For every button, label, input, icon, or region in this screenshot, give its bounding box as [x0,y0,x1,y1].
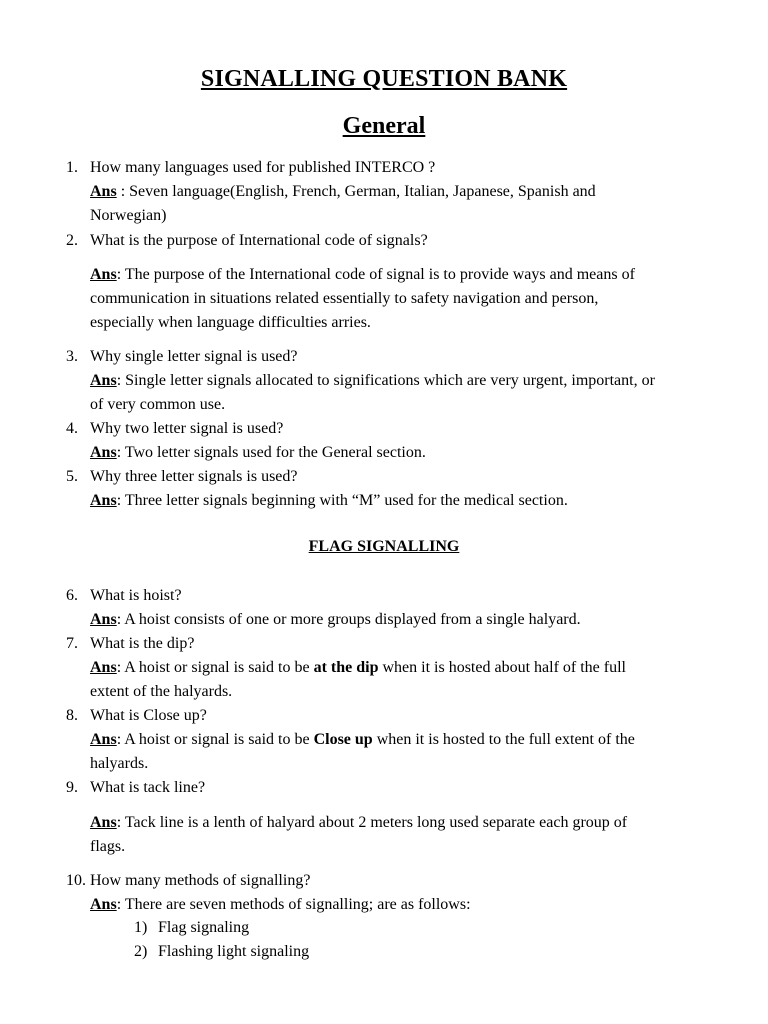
ans-separator: : [116,659,125,676]
question-number: 8. [66,707,78,724]
ans-separator: : [116,183,130,200]
answer-line: flags. [90,838,126,855]
answer-line: communication in situations related essentially to safety navigation and person, [90,290,599,307]
question-number: 6. [66,587,78,604]
answer-text: when it is hosted about half of the full [378,659,626,676]
answer-line [90,265,635,285]
section-heading-flag-signalling: FLAG SIGNALLING [308,538,460,555]
ans-separator: : [116,814,125,831]
sub-list-number: 1) [134,919,148,936]
ans-label: Ans [90,896,117,913]
answer-line [90,658,626,678]
sub-list-item: Flag signaling [158,919,250,936]
question-text: Why three letter signals is used? [90,468,298,485]
question-number: 5. [66,468,78,485]
sub-list-item: Flashing light signaling [158,943,310,960]
answer-line [90,491,568,511]
ans-label: Ans [90,372,117,389]
answer-line: of very common use. [90,396,226,413]
question-number: 1. [66,159,78,176]
question-number: 4. [66,420,78,437]
ans-separator: : [116,444,125,461]
answer-text: Tack line is a lenth of halyard about 2 meters long used separate each group of [124,814,628,831]
question-text: What is the purpose of International code of signals? [90,232,428,249]
question-number: 3. [66,348,78,365]
ans-separator: : [116,731,125,748]
answer-line [90,182,596,202]
answer-text: when it is hosted to the full extent of the [372,731,635,748]
answer-line: Norwegian) [90,207,167,224]
ans-label: Ans [90,659,117,676]
page-title: SIGNALLING QUESTION BANK [200,66,568,92]
question-text: What is the dip? [90,635,195,652]
answer-bold-term: at the dip [313,659,379,676]
question-number: 10. [66,872,86,889]
question-text: Why single letter signal is used? [90,348,298,365]
answer-text: Two letter signals used for the General section. [124,444,426,461]
answer-line [90,443,426,463]
ans-label: Ans [90,492,117,509]
section-title-general: General [342,113,426,139]
ans-label: Ans [90,444,117,461]
question-number: 9. [66,779,78,796]
question-text: What is hoist? [90,587,182,604]
question-text: What is Close up? [90,707,207,724]
answer-text: The purpose of the International code of signal is to provide ways and means of [124,266,635,283]
question-text: Why two letter signal is used? [90,420,284,437]
question-text: How many languages used for published INTERCO ? [90,159,436,176]
answer-text: A hoist or signal is said to be [124,731,314,748]
answer-line [90,895,471,915]
ans-separator: : [116,266,125,283]
answer-text: Seven language(English, French, German, Italian, Japanese, Spanish and [129,183,596,200]
question-number: 2. [66,232,78,249]
answer-text: Three letter signals beginning with “M” used for the medical section. [124,492,568,509]
answer-text: A hoist consists of one or more groups displayed from a single halyard. [124,611,581,628]
answer-bold-term: Close up [313,731,373,748]
question-text: How many methods of signalling? [90,872,311,889]
answer-line: extent of the halyards. [90,683,233,700]
ans-label: Ans [90,611,117,628]
answer-line [90,610,581,630]
answer-text: There are seven methods of signalling; are as follows: [124,896,471,913]
answer-line: especially when language difficulties arries. [90,314,371,331]
ans-separator: : [116,492,125,509]
ans-label: Ans [90,814,117,831]
answer-line [90,730,635,750]
answer-line [90,371,655,391]
answer-text: Single letter signals allocated to significations which are very urgent, important, or [125,372,655,389]
ans-label: Ans [90,183,117,200]
question-number: 7. [66,635,78,652]
question-text: What is tack line? [90,779,206,796]
ans-separator: : [116,896,125,913]
answer-line [90,813,627,833]
ans-separator: : [116,611,125,628]
sub-list-number: 2) [134,943,148,960]
answer-line: halyards. [90,755,149,772]
ans-label: Ans [90,731,117,748]
answer-text: A hoist or signal is said to be [124,659,314,676]
ans-separator: : [116,372,126,389]
ans-label: Ans [90,266,117,283]
